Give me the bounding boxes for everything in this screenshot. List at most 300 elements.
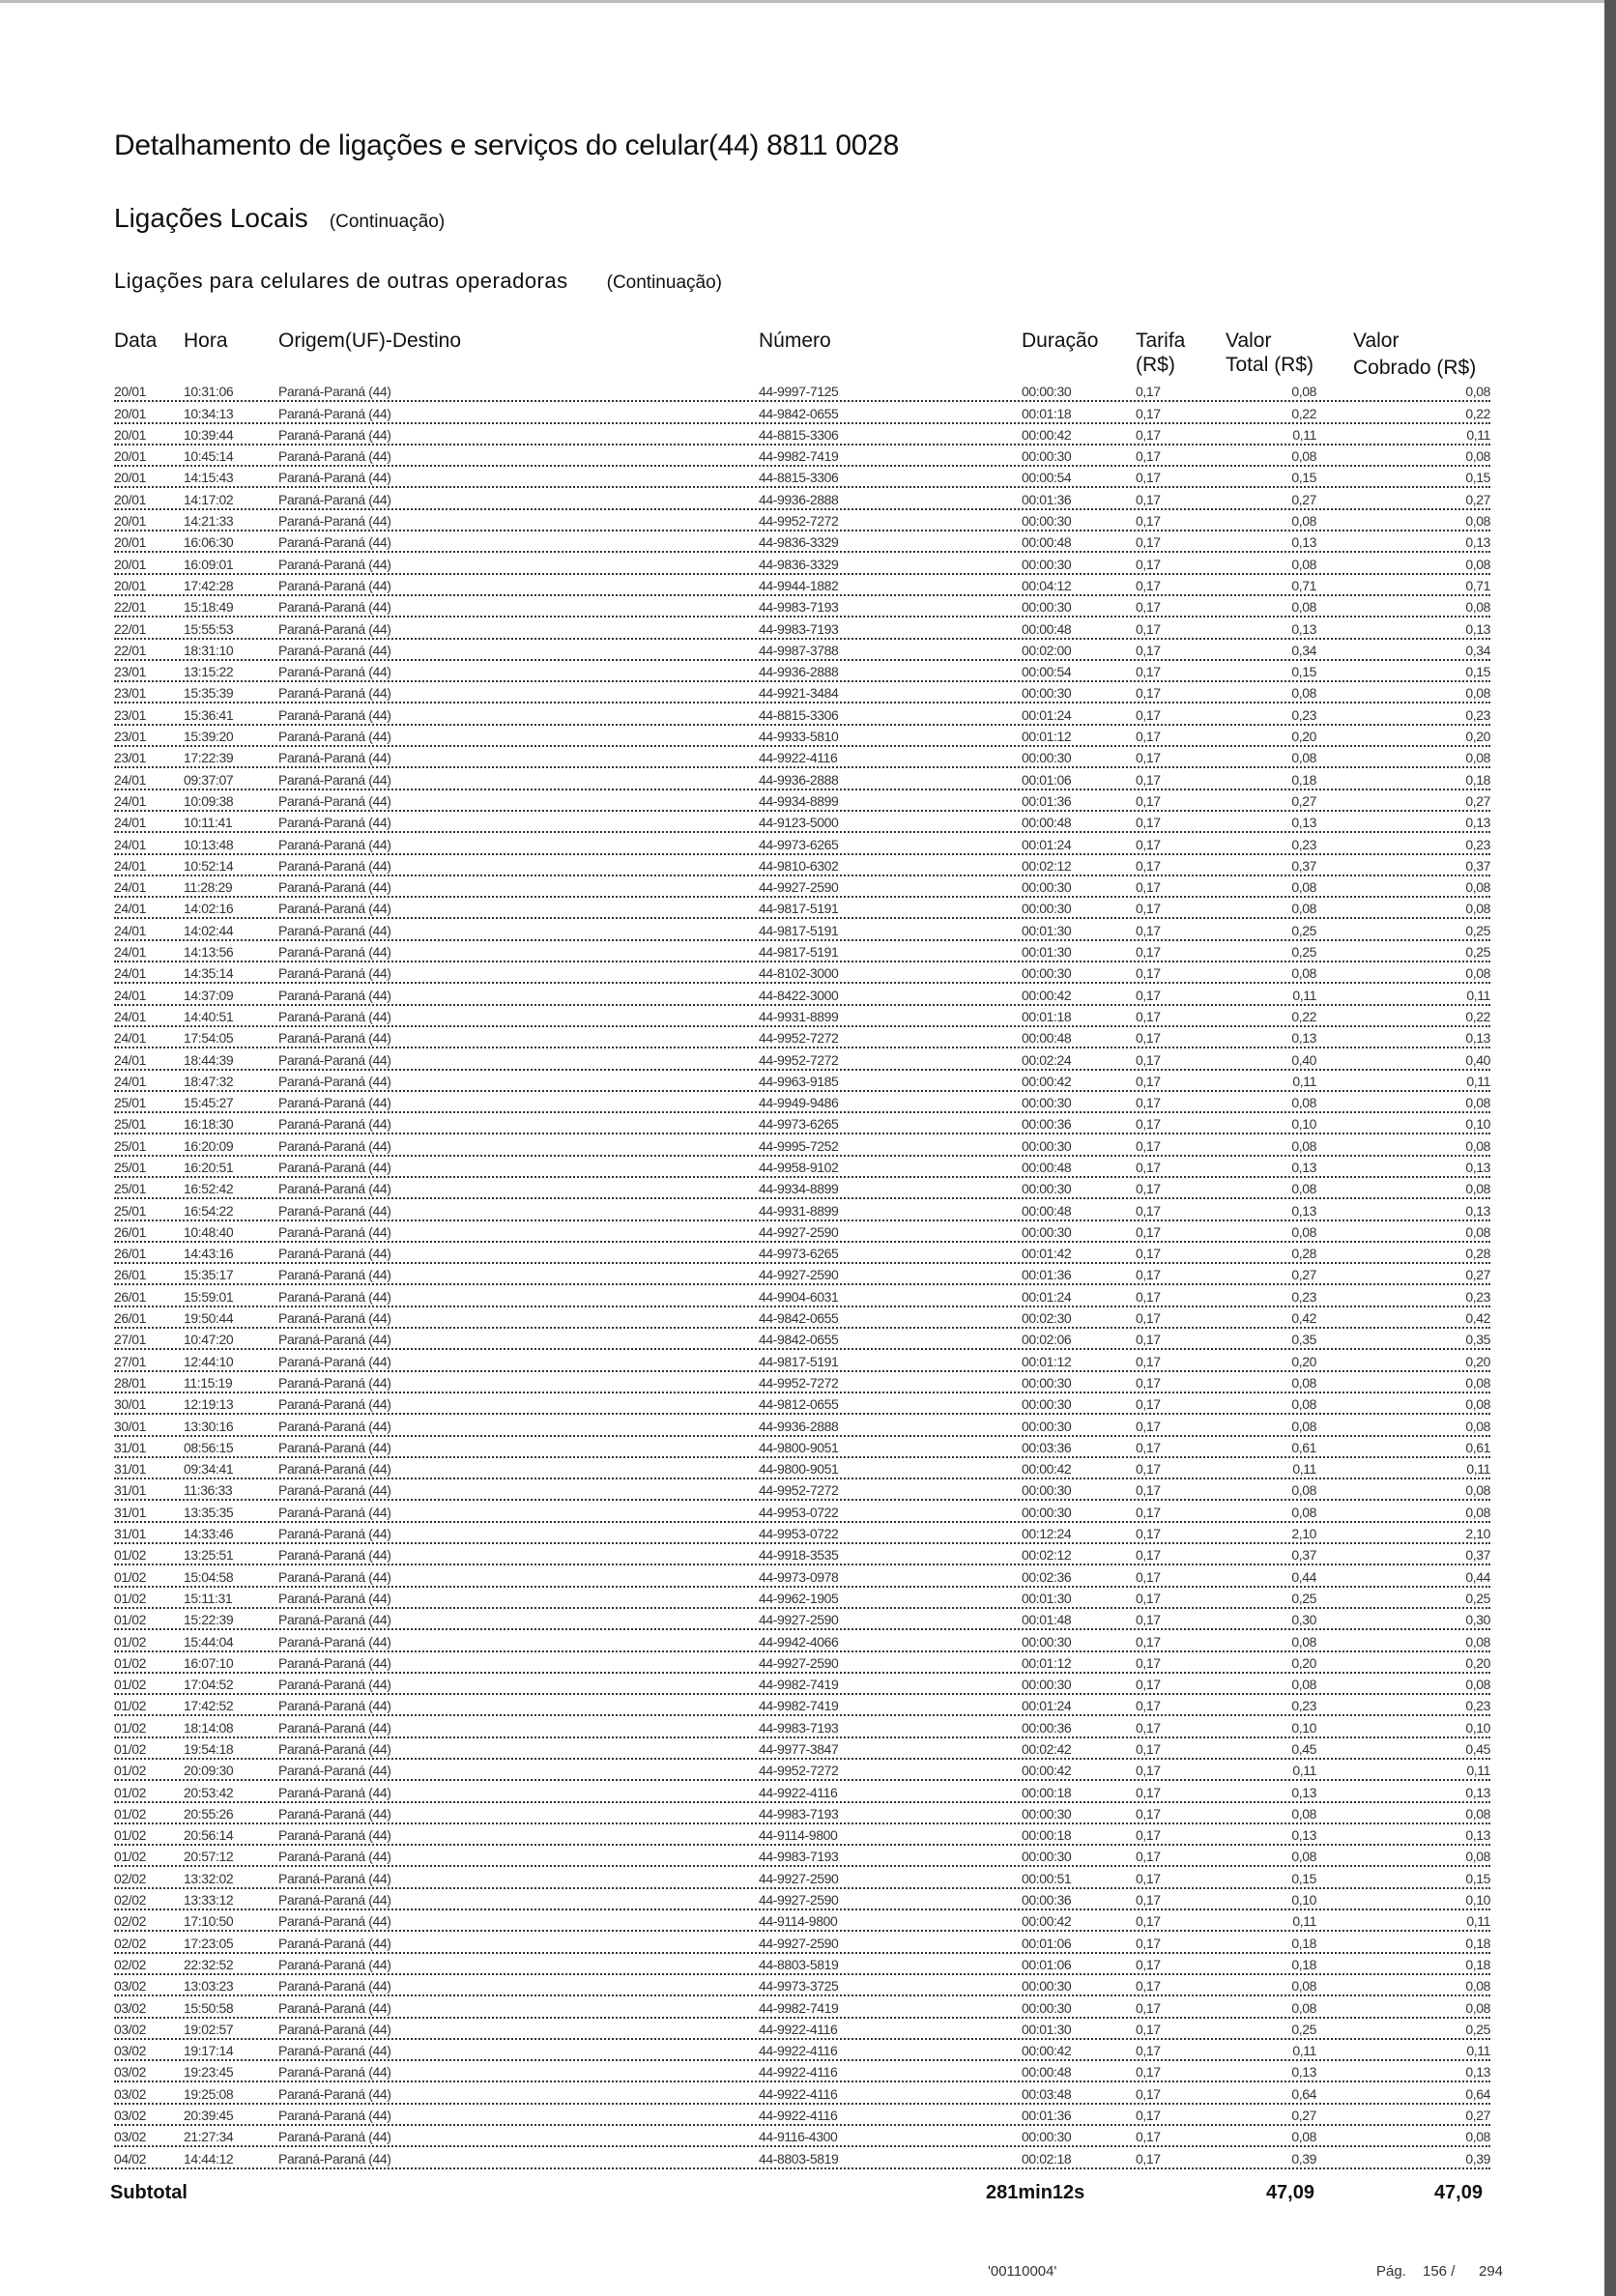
call-time: 09:37:07 (184, 771, 234, 788)
call-charged: 0,61 (1465, 1439, 1490, 1455)
call-duration: 00:00:42 (1022, 1913, 1072, 1930)
call-number: 44-9953-0722 (759, 1526, 839, 1542)
call-rate: 0,17 (1136, 1116, 1161, 1133)
call-time: 16:20:09 (184, 1137, 234, 1154)
call-rate: 0,17 (1136, 1526, 1161, 1542)
call-origin-destination: Paraná-Paraná (44) (278, 1418, 391, 1434)
call-origin-destination: Paraná-Paraná (44) (278, 664, 391, 680)
call-origin-destination: Paraná-Paraná (44) (278, 2021, 391, 2037)
call-rate: 0,17 (1136, 1181, 1161, 1197)
call-origin-destination: Paraná-Paraná (44) (278, 1439, 391, 1455)
call-charged: 0,11 (1466, 2043, 1490, 2059)
call-time: 11:28:29 (184, 879, 233, 896)
table-row (114, 1006, 1490, 1027)
call-number: 44-9927-2590 (759, 1654, 839, 1671)
call-date: 31/01 (114, 1504, 147, 1520)
call-total: 0,45 (1291, 1741, 1316, 1757)
call-number: 44-9927-2590 (759, 1935, 839, 1951)
call-date: 20/01 (114, 513, 147, 530)
call-duration: 00:01:36 (1022, 2108, 1072, 2124)
call-charged: 0,11 (1466, 1913, 1490, 1930)
call-duration: 00:00:30 (1022, 1978, 1072, 1995)
call-origin-destination: Paraná-Paraná (44) (278, 426, 391, 443)
call-number: 44-9922-4116 (759, 2064, 838, 2081)
call-total: 0,08 (1291, 750, 1316, 766)
table-row (114, 1716, 1490, 1737)
table-row (114, 1523, 1490, 1544)
col-valor-total-line2: Total (R$) (1226, 354, 1314, 376)
call-total: 0,34 (1291, 642, 1316, 658)
call-rate: 0,17 (1136, 857, 1161, 874)
call-number: 44-8815-3306 (759, 706, 839, 723)
call-charged: 0,10 (1465, 1719, 1490, 1736)
call-origin-destination: Paraná-Paraná (44) (278, 513, 391, 530)
call-duration: 00:00:30 (1022, 556, 1072, 572)
call-total: 0,23 (1291, 836, 1316, 852)
call-number: 44-8815-3306 (759, 426, 839, 443)
call-date: 26/01 (114, 1223, 147, 1240)
call-number: 44-9977-3847 (759, 1741, 839, 1757)
table-row (114, 1889, 1490, 1910)
call-duration: 00:01:06 (1022, 771, 1072, 788)
call-rate: 0,17 (1136, 1030, 1161, 1047)
call-date: 31/01 (114, 1439, 147, 1455)
subtotal-valor-total: 47,09 (1265, 2182, 1314, 2203)
call-number: 44-9817-5191 (759, 1353, 839, 1369)
call-total: 0,08 (1291, 1677, 1316, 1693)
call-origin-destination: Paraná-Paraná (44) (278, 836, 391, 852)
call-time: 19:25:08 (184, 2085, 234, 2102)
call-number: 44-9936-2888 (759, 664, 839, 680)
table-row (114, 1674, 1490, 1695)
call-charged: 0,23 (1465, 706, 1490, 723)
call-origin-destination: Paraná-Paraná (44) (278, 1008, 391, 1024)
call-date: 02/02 (114, 1913, 147, 1930)
call-rate: 0,17 (1136, 1698, 1161, 1714)
call-time: 13:32:02 (184, 1870, 234, 1886)
call-duration: 00:01:24 (1022, 1698, 1072, 1714)
call-date: 31/01 (114, 1526, 147, 1542)
call-charged: 0,11 (1466, 1763, 1490, 1779)
table-row (114, 2082, 1490, 2104)
call-total: 0,44 (1291, 1568, 1316, 1585)
call-charged: 0,08 (1465, 2129, 1490, 2145)
call-date: 23/01 (114, 685, 147, 702)
call-rate: 0,17 (1136, 685, 1161, 702)
table-row (114, 1975, 1490, 1996)
call-time: 13:30:16 (184, 1418, 234, 1434)
call-duration: 00:02:42 (1022, 1741, 1072, 1757)
call-total: 0,23 (1291, 706, 1316, 723)
call-number: 44-9922-4116 (759, 2043, 838, 2059)
call-origin-destination: Paraná-Paraná (44) (278, 1116, 391, 1133)
call-number: 44-9973-6265 (759, 836, 839, 852)
table-row (114, 1695, 1490, 1716)
call-duration: 00:00:48 (1022, 1030, 1072, 1047)
call-duration: 00:00:30 (1022, 901, 1072, 917)
call-number: 44-9942-4066 (759, 1633, 839, 1650)
call-rate: 0,17 (1136, 922, 1161, 938)
call-duration: 00:02:12 (1022, 1547, 1072, 1564)
call-time: 13:25:51 (184, 1547, 234, 1564)
call-charged: 0,20 (1465, 1353, 1490, 1369)
call-date: 24/01 (114, 857, 147, 874)
call-charged: 0,08 (1465, 1805, 1490, 1822)
call-origin-destination: Paraná-Paraná (44) (278, 1654, 391, 1671)
call-total: 0,13 (1291, 2064, 1316, 2081)
call-rate: 0,17 (1136, 2108, 1161, 2124)
call-duration: 00:00:30 (1022, 1504, 1072, 1520)
call-total: 0,39 (1291, 2150, 1316, 2167)
call-rate: 0,17 (1136, 1956, 1161, 1972)
call-rate: 0,17 (1136, 987, 1161, 1003)
call-date: 01/02 (114, 1612, 147, 1628)
table-row (114, 1781, 1490, 1802)
call-date: 03/02 (114, 2085, 147, 2102)
table-row (114, 1609, 1490, 1630)
table-row (114, 1760, 1490, 1781)
col-valor-cobrado-line1: Valor (1353, 330, 1400, 352)
call-rate: 0,17 (1136, 1095, 1161, 1111)
call-charged: 0,08 (1465, 1181, 1490, 1197)
call-number: 44-9927-2590 (759, 1870, 839, 1886)
call-time: 17:23:05 (184, 1935, 234, 1951)
call-origin-destination: Paraná-Paraná (44) (278, 556, 391, 572)
call-duration: 00:00:30 (1022, 685, 1072, 702)
table-row (114, 1565, 1490, 1587)
table-row (114, 1350, 1490, 1371)
table-row (114, 1437, 1490, 1458)
call-duration: 00:00:54 (1022, 470, 1072, 486)
call-number: 44-9952-7272 (759, 1482, 839, 1499)
call-time: 10:52:14 (184, 857, 234, 874)
call-origin-destination: Paraná-Paraná (44) (278, 1267, 391, 1283)
call-duration: 00:02:36 (1022, 1568, 1072, 1585)
call-number: 44-9817-5191 (759, 901, 839, 917)
call-rate: 0,17 (1136, 1654, 1161, 1671)
call-time: 14:17:02 (184, 491, 234, 507)
call-charged: 0,11 (1466, 1073, 1490, 1089)
call-charged: 0,27 (1465, 1267, 1490, 1283)
call-rate: 0,17 (1136, 1805, 1161, 1822)
call-total: 2,10 (1291, 1526, 1316, 1542)
call-rate: 0,17 (1136, 901, 1161, 917)
call-number: 44-9962-1905 (759, 1590, 839, 1606)
call-duration: 00:02:00 (1022, 642, 1072, 658)
call-duration: 00:01:12 (1022, 1654, 1072, 1671)
call-charged: 0,30 (1465, 1612, 1490, 1628)
call-time: 16:06:30 (184, 534, 234, 551)
call-number: 44-8803-5819 (759, 2150, 839, 2167)
call-duration: 00:00:30 (1022, 1223, 1072, 1240)
call-duration: 00:00:51 (1022, 1870, 1072, 1886)
table-row (114, 1996, 1490, 2018)
call-origin-destination: Paraná-Paraná (44) (278, 1461, 391, 1478)
call-time: 15:04:58 (184, 1568, 234, 1585)
call-date: 04/02 (114, 2150, 147, 2167)
call-number: 44-9800-9051 (759, 1439, 839, 1455)
call-date: 01/02 (114, 1784, 147, 1800)
call-date: 24/01 (114, 879, 147, 896)
call-total: 0,08 (1291, 2129, 1316, 2145)
call-rate: 0,17 (1136, 1547, 1161, 1564)
call-origin-destination: Paraná-Paraná (44) (278, 1805, 391, 1822)
call-number: 44-9927-2590 (759, 1267, 839, 1283)
call-rate: 0,17 (1136, 470, 1161, 486)
call-number: 44-9982-7419 (759, 448, 839, 465)
call-number: 44-9983-7193 (759, 599, 839, 616)
call-rate: 0,17 (1136, 1073, 1161, 1089)
call-number: 44-9836-3329 (759, 534, 839, 551)
call-charged: 0,37 (1465, 1547, 1490, 1564)
call-total: 0,64 (1291, 2085, 1316, 2102)
call-duration: 00:00:48 (1022, 534, 1072, 551)
scan-edge-right (1604, 0, 1616, 2296)
call-time: 14:33:46 (184, 1526, 234, 1542)
call-origin-destination: Paraná-Paraná (44) (278, 470, 391, 486)
call-number: 44-9936-2888 (759, 771, 839, 788)
table-row (114, 1415, 1490, 1436)
call-total: 0,30 (1291, 1612, 1316, 1628)
call-date: 23/01 (114, 706, 147, 723)
call-date: 31/01 (114, 1461, 147, 1478)
call-charged: 0,08 (1465, 1999, 1490, 2016)
call-date: 25/01 (114, 1137, 147, 1154)
call-date: 24/01 (114, 792, 147, 809)
table-row (114, 1458, 1490, 1479)
table-row (114, 640, 1490, 661)
call-rate: 0,17 (1136, 1008, 1161, 1024)
call-time: 13:03:23 (184, 1978, 234, 1995)
call-date: 28/01 (114, 1374, 147, 1391)
call-duration: 00:00:42 (1022, 1763, 1072, 1779)
call-charged: 0,08 (1465, 1418, 1490, 1434)
subsection-heading (114, 269, 722, 294)
table-row (114, 531, 1490, 553)
call-rate: 0,17 (1136, 642, 1161, 658)
call-rate: 0,17 (1136, 534, 1161, 551)
call-date: 01/02 (114, 1719, 147, 1736)
call-number: 44-9842-0655 (759, 1332, 839, 1348)
call-time: 10:48:40 (184, 1223, 234, 1240)
call-duration: 00:01:12 (1022, 729, 1072, 745)
call-date: 24/01 (114, 922, 147, 938)
call-total: 0,11 (1292, 987, 1316, 1003)
call-date: 20/01 (114, 470, 147, 486)
call-number: 44-9812-0655 (759, 1396, 839, 1413)
col-valor-cobrado (1353, 329, 1476, 380)
call-origin-destination: Paraná-Paraná (44) (278, 1892, 391, 1909)
call-charged: 0,13 (1465, 1202, 1490, 1219)
call-charged: 0,08 (1465, 879, 1490, 896)
call-charged: 0,44 (1465, 1568, 1490, 1585)
table-row (114, 1803, 1490, 1824)
call-duration: 00:00:30 (1022, 513, 1072, 530)
call-duration: 00:01:48 (1022, 1612, 1072, 1628)
call-charged: 0,08 (1465, 384, 1490, 400)
call-duration: 00:00:36 (1022, 1116, 1072, 1133)
call-number: 44-9973-6265 (759, 1246, 839, 1262)
call-time: 14:15:43 (184, 470, 234, 486)
call-total: 0,35 (1291, 1332, 1316, 1348)
call-time: 20:57:12 (184, 1849, 234, 1865)
call-time: 13:35:35 (184, 1504, 234, 1520)
call-time: 10:09:38 (184, 792, 234, 809)
call-total: 0,08 (1291, 1095, 1316, 1111)
call-origin-destination: Paraná-Paraná (44) (278, 792, 391, 809)
call-number: 44-9931-8899 (759, 1008, 839, 1024)
call-origin-destination: Paraná-Paraná (44) (278, 1719, 391, 1736)
call-charged: 0,23 (1465, 1698, 1490, 1714)
call-duration: 00:00:42 (1022, 1073, 1072, 1089)
call-rate: 0,17 (1136, 815, 1161, 831)
call-origin-destination: Paraná-Paraná (44) (278, 1633, 391, 1650)
call-rate: 0,17 (1136, 2043, 1161, 2059)
call-total: 0,18 (1291, 1956, 1316, 1972)
table-row (114, 1113, 1490, 1134)
call-total: 0,08 (1291, 1482, 1316, 1499)
call-number: 44-9944-1882 (759, 577, 839, 593)
call-origin-destination: Paraná-Paraná (44) (278, 2129, 391, 2145)
call-time: 17:54:05 (184, 1030, 234, 1047)
call-rate: 0,17 (1136, 2150, 1161, 2167)
call-duration: 00:01:30 (1022, 944, 1072, 961)
call-total: 0,27 (1291, 491, 1316, 507)
call-duration: 00:00:48 (1022, 620, 1072, 637)
col-valor-total-line1: Valor (1226, 330, 1272, 352)
call-charged: 0,23 (1465, 1288, 1490, 1305)
call-number: 44-9123-5000 (759, 815, 839, 831)
call-time: 18:14:08 (184, 1719, 234, 1736)
table-row (114, 510, 1490, 531)
call-time: 16:07:10 (184, 1654, 234, 1671)
call-total: 0,61 (1291, 1439, 1316, 1455)
call-charged: 0,25 (1465, 922, 1490, 938)
call-time: 14:02:16 (184, 901, 234, 917)
call-duration: 00:00:30 (1022, 448, 1072, 465)
call-time: 14:40:51 (184, 1008, 234, 1024)
call-time: 08:56:15 (184, 1439, 234, 1455)
call-time: 14:43:16 (184, 1246, 234, 1262)
call-charged: 0,35 (1465, 1332, 1490, 1348)
call-time: 14:21:33 (184, 513, 234, 530)
call-total: 0,42 (1291, 1310, 1316, 1327)
call-origin-destination: Paraná-Paraná (44) (278, 1568, 391, 1585)
call-rate: 0,17 (1136, 1223, 1161, 1240)
call-date: 24/01 (114, 1030, 147, 1047)
call-total: 0,27 (1291, 2108, 1316, 2124)
call-origin-destination: Paraná-Paraná (44) (278, 1310, 391, 1327)
call-date: 24/01 (114, 771, 147, 788)
call-charged: 0,27 (1465, 491, 1490, 507)
call-origin-destination: Paraná-Paraná (44) (278, 1784, 391, 1800)
call-rate: 0,17 (1136, 620, 1161, 637)
call-rate: 0,17 (1136, 792, 1161, 809)
subtotal-duration: 281min12s (986, 2182, 1085, 2203)
table-row (114, 1048, 1490, 1070)
call-time: 15:36:41 (184, 706, 234, 723)
call-date: 02/02 (114, 1892, 147, 1909)
table-row (114, 2040, 1490, 2061)
call-time: 20:53:42 (184, 1784, 234, 1800)
call-duration: 00:01:24 (1022, 706, 1072, 723)
call-number: 44-9817-5191 (759, 922, 839, 938)
call-duration: 00:00:42 (1022, 2043, 1072, 2059)
call-time: 19:02:57 (184, 2021, 234, 2037)
call-origin-destination: Paraná-Paraná (44) (278, 1763, 391, 1779)
call-charged: 0,27 (1465, 792, 1490, 809)
call-date: 01/02 (114, 1849, 147, 1865)
call-rate: 0,17 (1136, 750, 1161, 766)
call-date: 26/01 (114, 1267, 147, 1283)
table-row (114, 703, 1490, 725)
call-total: 0,11 (1292, 1763, 1316, 1779)
call-time: 10:13:48 (184, 836, 234, 852)
call-number: 44-9836-3329 (759, 556, 839, 572)
call-charged: 0,08 (1465, 1978, 1490, 1995)
call-origin-destination: Paraná-Paraná (44) (278, 750, 391, 766)
table-row (114, 2019, 1490, 2040)
page-total: 294 (1479, 2263, 1504, 2280)
call-duration: 00:00:54 (1022, 664, 1072, 680)
call-duration: 00:00:30 (1022, 1805, 1072, 1822)
table-row (114, 833, 1490, 854)
table-row (114, 1652, 1490, 1674)
call-rate: 0,17 (1136, 556, 1161, 572)
table-row (114, 2126, 1490, 2147)
call-total: 0,23 (1291, 1288, 1316, 1305)
table-row (114, 1846, 1490, 1867)
call-total: 0,08 (1291, 685, 1316, 702)
call-duration: 00:00:42 (1022, 987, 1072, 1003)
call-total: 0,08 (1291, 1504, 1316, 1520)
call-charged: 0,10 (1465, 1116, 1490, 1133)
call-number: 44-9973-3725 (759, 1978, 839, 1995)
call-total: 0,25 (1291, 2021, 1316, 2037)
call-origin-destination: Paraná-Paraná (44) (278, 1999, 391, 2016)
call-origin-destination: Paraná-Paraná (44) (278, 2108, 391, 2124)
call-duration: 00:00:30 (1022, 1999, 1072, 2016)
call-charged: 0,08 (1465, 1504, 1490, 1520)
call-total: 0,08 (1291, 1137, 1316, 1154)
call-rate: 0,17 (1136, 1246, 1161, 1262)
call-duration: 00:00:30 (1022, 599, 1072, 616)
call-number: 44-9953-0722 (759, 1504, 839, 1520)
call-charged: 0,11 (1466, 987, 1490, 1003)
call-number: 44-9982-7419 (759, 1999, 839, 2016)
call-date: 01/02 (114, 1698, 147, 1714)
call-number: 44-9958-9102 (759, 1159, 839, 1175)
call-charged: 0,22 (1465, 1008, 1490, 1024)
call-total: 0,08 (1291, 1849, 1316, 1865)
call-rate: 0,17 (1136, 2129, 1161, 2145)
call-origin-destination: Paraná-Paraná (44) (278, 857, 391, 874)
call-total: 0,13 (1291, 1159, 1316, 1175)
call-duration: 00:00:30 (1022, 965, 1072, 982)
call-rate: 0,17 (1136, 1827, 1161, 1844)
call-charged: 0,08 (1465, 1396, 1490, 1413)
table-row (114, 553, 1490, 574)
call-time: 10:11:41 (184, 815, 233, 831)
call-total: 0,08 (1291, 448, 1316, 465)
call-time: 16:54:22 (184, 1202, 234, 1219)
call-duration: 00:00:30 (1022, 1396, 1072, 1413)
table-row (114, 1157, 1490, 1178)
call-date: 26/01 (114, 1246, 147, 1262)
call-number: 44-9973-6265 (759, 1116, 839, 1133)
call-time: 15:55:53 (184, 620, 234, 637)
call-total: 0,08 (1291, 513, 1316, 530)
